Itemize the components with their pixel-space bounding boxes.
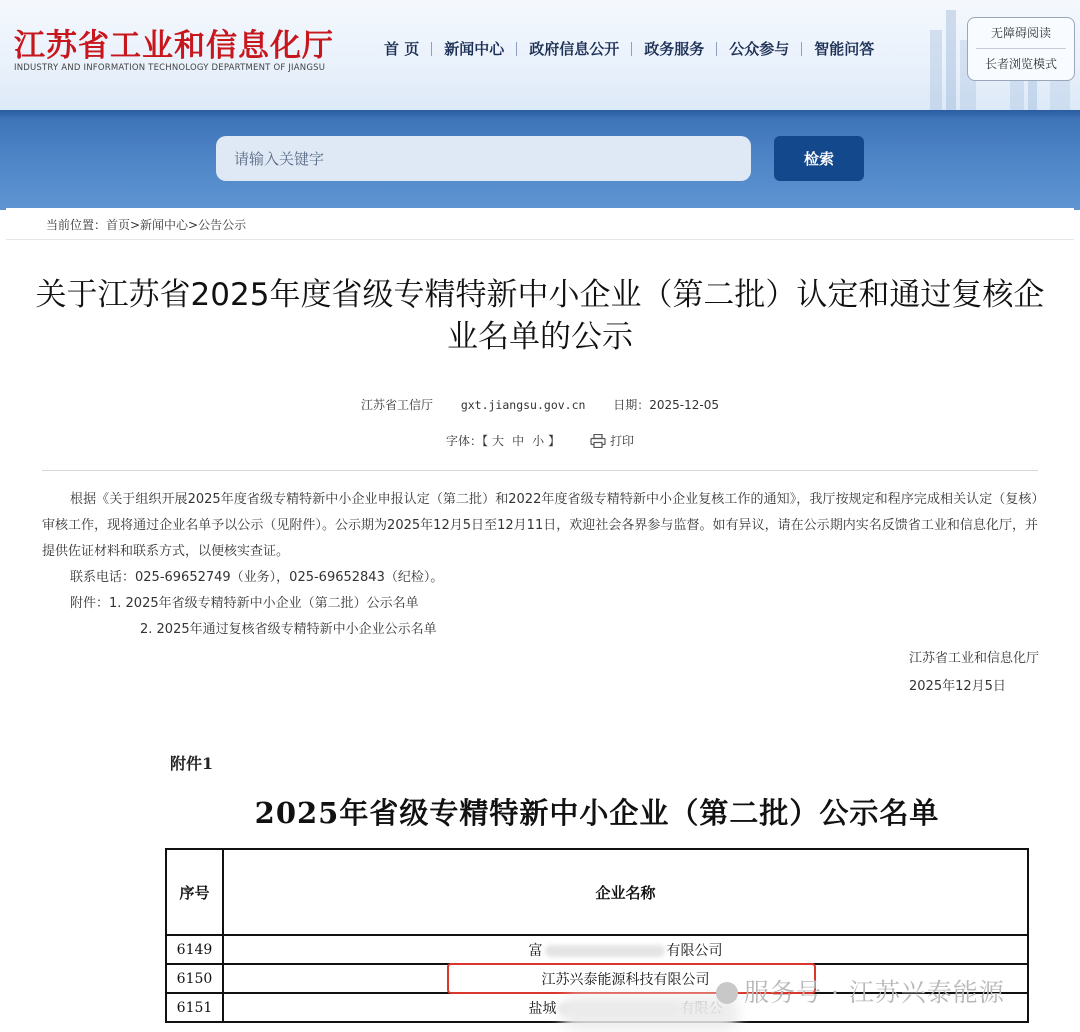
divider — [6, 239, 1074, 240]
row-number: 6151 — [166, 993, 223, 1022]
font-small-button[interactable]: 小 — [532, 434, 545, 448]
article-body — [42, 487, 1038, 643]
article-title: 关于江苏省2025年度省级专精特新中小企业（第二批）认定和通过复核企业名单的公示 — [35, 277, 1045, 355]
article-source: 江苏省工信厅 — [360, 398, 433, 412]
search-band — [0, 110, 1080, 210]
company-name-suffix: 有限公司 — [666, 942, 723, 959]
nav-home[interactable]: 首 页 — [384, 40, 420, 58]
site-header — [0, 0, 1080, 110]
article-panel — [6, 208, 1074, 695]
table-row — [166, 935, 1028, 964]
attachment-link-2[interactable]: 2. 2025年通过复核省级专精特新中小企业公示名单 — [140, 622, 437, 637]
company-name-prefix: 富 — [528, 942, 543, 959]
wechat-icon — [716, 982, 738, 1004]
site-logo-subtitle: INDUSTRY AND INFORMATION TECHNOLOGY DEPARTMENT OF JIANGSU — [14, 63, 326, 73]
article-paragraph: 根据《关于组织开展2025年度省级专精特新中小企业申报认定（第二批）和2022年度省级专精特新中小企业复核工作的通知》，我厅按规定和程序完成相关认定（复核）审核工作，现将通过企业名单予以公示（见附件）。公示期为2025年12月5日至12月11日，欢迎社会各界参与监督。如有异议，请在公示期内实名反馈省工业和信息化厅，并提供佐证材料和联系方式，以便核实查证。 — [42, 492, 1038, 559]
row-number: 6150 — [166, 964, 223, 993]
font-medium-button[interactable]: 中 — [512, 434, 525, 448]
article-tools — [6, 432, 1074, 449]
company-name-cell — [223, 935, 1028, 964]
signature-date: 2025年12月5日 — [909, 679, 1006, 694]
contact-info: 联系电话：025-69652749（业务），025-69652843（纪检）。 — [70, 570, 444, 585]
row-number: 6149 — [166, 935, 223, 964]
accessibility-panel — [967, 17, 1075, 81]
article-date: 日期：2025-12-05 — [613, 398, 720, 412]
search-input[interactable] — [216, 136, 751, 181]
article-meta — [6, 396, 1074, 413]
signature: 江苏省工业和信息化厅 — [908, 651, 1039, 666]
printer-icon[interactable] — [590, 434, 606, 448]
nav-gov-info[interactable]: 政府信息公开 — [529, 40, 620, 58]
site-logo-title[interactable]: 江苏省工业和信息化厅 — [14, 28, 334, 64]
accessibility-reading-button[interactable]: 无障碍阅读 — [990, 26, 1051, 40]
breadcrumb[interactable]: 当前位置：首页>新闻中心>公告公示 — [46, 218, 247, 232]
redaction-blur — [545, 945, 665, 957]
nav-news-center[interactable]: 新闻中心 — [444, 40, 505, 58]
table-header-row — [166, 849, 1028, 935]
elder-mode-button[interactable]: 长者浏览模式 — [984, 57, 1057, 71]
watermark — [716, 973, 1005, 1009]
column-header-company: 企业名称 — [223, 849, 1028, 935]
company-name: 江苏兴泰能源科技有限公司 — [223, 964, 1028, 993]
main-nav — [372, 38, 886, 59]
attachment-label: 附件1 — [170, 754, 214, 773]
nav-gov-services[interactable]: 政务服务 — [644, 40, 705, 58]
redaction-smudge — [560, 995, 740, 1031]
article-site: gxt.jiangsu.gov.cn — [460, 398, 586, 412]
attachment-link-1[interactable]: 附件：1. 2025年省级专精特新中小企业（第二批）公示名单 — [70, 596, 419, 611]
document-title: 2025年省级专精特新中小企业（第二批）公示名单 — [254, 796, 940, 830]
nav-smart-qa[interactable]: 智能问答 — [814, 40, 875, 58]
font-size-bracket: 】 — [548, 434, 561, 448]
watermark-text: 服务号 · 江苏兴泰能源 — [744, 978, 1005, 1007]
font-size-label: 字体：【 — [446, 434, 489, 448]
attachment-document — [0, 695, 1080, 1032]
column-header-number: 序号 — [166, 849, 223, 935]
search-button[interactable]: 检索 — [774, 136, 864, 181]
font-large-button[interactable]: 大 — [492, 434, 505, 448]
company-name-prefix: 盐城 — [528, 1000, 557, 1017]
print-button[interactable]: 打印 — [609, 434, 634, 448]
divider — [42, 470, 1038, 471]
nav-public-participation[interactable]: 公众参与 — [729, 40, 790, 58]
